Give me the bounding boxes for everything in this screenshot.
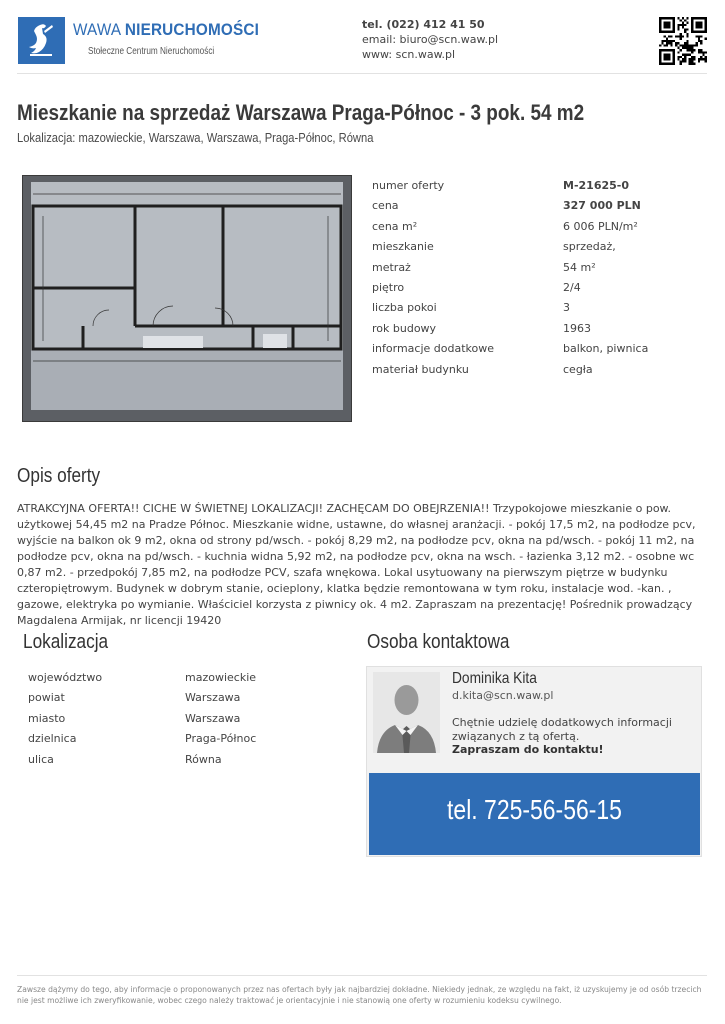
location-label: powiat <box>28 691 65 705</box>
detail-value: 1963 <box>563 321 591 335</box>
detail-row <box>372 196 712 216</box>
detail-label: cena m² <box>372 219 418 233</box>
mermaid-logo-icon <box>18 17 65 64</box>
detail-label: cena <box>372 199 399 213</box>
detail-row <box>372 217 712 237</box>
agent-name: Dominika Kita <box>452 670 537 687</box>
page-title: Mieszkanie na sprzedaż Warszawa Praga-Północ - 3 pok. 54 m2 <box>17 100 585 125</box>
header-email[interactable]: email: biuro@scn.waw.pl <box>362 33 499 46</box>
detail-value: 2/4 <box>563 280 581 294</box>
detail-row <box>372 298 712 318</box>
detail-label: piętro <box>372 280 405 294</box>
floor-plan-image[interactable] <box>22 175 352 422</box>
header-phone[interactable]: tel. (022) 412 41 50 <box>362 18 485 31</box>
location-table <box>28 668 328 770</box>
brand-logo[interactable] <box>18 17 65 64</box>
agent-avatar <box>373 672 440 753</box>
detail-row <box>372 258 712 278</box>
location-row <box>28 750 328 770</box>
detail-value: 6 006 PLN/m² <box>563 219 638 233</box>
header-contact <box>362 17 498 62</box>
detail-value: M-21625-0 <box>563 179 629 192</box>
location-value: Warszawa <box>185 711 241 725</box>
header-divider <box>17 73 707 74</box>
offer-details-table <box>372 176 712 380</box>
location-row <box>28 668 328 688</box>
location-label: dzielnica <box>28 732 77 746</box>
detail-value: 327 000 PLN <box>563 199 641 213</box>
footer-disclaimer: Zawsze dążymy do tego, aby informacje o proponowanych przez nas ofertach były jak najbardziej dokładne. Niekiedy jednak, ze względu na fakt, iż uzyskujemy je od osób trzecich nie jest możliwe ich zweryfikowanie, wobec czego należy traktować je orientacyjnie i nie stanowią one oferty w rozumieniu kodeksu cywilnego. <box>17 985 702 1005</box>
detail-value: balkon, piwnica <box>563 342 649 356</box>
detail-row <box>372 237 712 257</box>
location-row <box>28 688 328 708</box>
location-value: Warszawa <box>185 691 241 705</box>
location-heading: Lokalizacja <box>23 631 109 653</box>
footer-divider <box>17 975 707 976</box>
detail-value: cegła <box>563 362 593 376</box>
brand-tagline: Stołeczne Centrum Nieruchomości <box>88 46 215 57</box>
floor-plan-drawing <box>23 176 351 421</box>
agent-message <box>452 716 697 757</box>
contact-heading: Osoba kontaktowa <box>367 631 510 653</box>
detail-value: 3 <box>563 301 570 315</box>
agent-message-text: Chętnie udzielę dodatkowych informacji związanych z tą ofertą. <box>452 716 672 743</box>
person-silhouette-icon <box>373 672 440 753</box>
detail-row <box>372 176 712 196</box>
detail-row <box>372 339 712 359</box>
location-summary: Lokalizacja: mazowieckie, Warszawa, Warszawa, Praga-Północ, Równa <box>17 130 374 145</box>
location-row <box>28 709 328 729</box>
detail-label: materiał budynku <box>372 362 469 376</box>
agent-cta: Zapraszam do kontaktu! <box>452 743 604 756</box>
detail-row <box>372 319 712 339</box>
detail-label: mieszkanie <box>372 240 434 254</box>
header-website[interactable]: www: scn.waw.pl <box>362 48 456 61</box>
location-row <box>28 729 328 749</box>
location-label: miasto <box>28 711 66 725</box>
detail-label: liczba pokoi <box>372 301 437 315</box>
qr-code-icon[interactable] <box>659 17 707 65</box>
detail-row <box>372 360 712 380</box>
detail-label: numer oferty <box>372 179 445 192</box>
detail-value: sprzedaż, <box>563 240 616 254</box>
detail-row <box>372 278 712 298</box>
detail-label: informacje dodatkowe <box>372 342 495 356</box>
detail-value: 54 m² <box>563 260 596 274</box>
location-value: Praga-Północ <box>185 732 257 746</box>
detail-label: rok budowy <box>372 321 437 335</box>
description-text: ATRAKCYJNA OFERTA!! CICHE W ŚWIETNEJ LOKALIZACJI! ZACHĘCAM DO OBEJRZENIA!! Trzypokojowe mieszkanie o pow. użytkowej 54,45 m2 na Pradze Północ. Mieszkanie widne, ustawne, do własnej aranżacji. - pokój 17,5 m2, na podłodze pcv, wyjście na balkon ok 9 m2, okna od strony pd/wsch. - pokój 8,29 m2, na podłodze pcv, okna na pd/wsch. - pokój 11 m2, na podłodze pcv, okna na pd/wsch. - kuchnia widna 5,92 m2, na podłodze pcv, okna na wsch. - łazienka 3,12 m2. - osobne wc 0,87 m2. - przedpokój 7,85 m2, na podłodze PCV, szafa wnękowa. Lokal usytuowany na pierwszym piętrze w budynku czteropiętrowym. Budynek w dobrym stanie, ocieplony, klatka będzie remontowana w tym roku, instalacje wod. -kan. , gazowe, elektryka po wymianie. Właściciel korzysta z piwnicy ok. 4 m2. Zapraszam na prezentację! Pośrednik prowadzący Magdalena Armijak, nr licencji 19420 <box>17 502 696 627</box>
location-value: Równa <box>185 752 222 766</box>
brand-name: WAWA NIERUCHOMOŚCI <box>73 20 260 39</box>
location-value: mazowieckie <box>185 671 257 684</box>
detail-label: metraż <box>372 260 411 274</box>
location-label: województwo <box>28 671 103 684</box>
agent-email[interactable]: d.kita@scn.waw.pl <box>452 689 554 702</box>
agent-phone[interactable]: tel. 725-56-56-15 <box>447 794 622 825</box>
description-heading: Opis oferty <box>17 465 101 487</box>
location-label: ulica <box>28 752 54 766</box>
